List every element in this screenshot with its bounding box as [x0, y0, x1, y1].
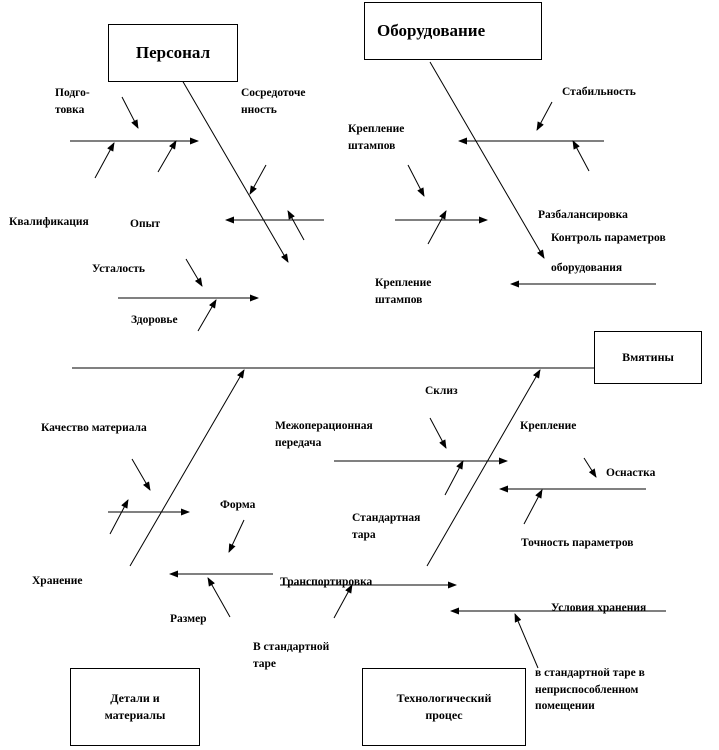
- stability-label: Стабильность: [562, 86, 636, 98]
- training-label: Подго- товка: [55, 87, 90, 116]
- unsuitable-room-arrow: [515, 614, 538, 668]
- stability-arrow: [537, 102, 552, 130]
- health-label: Здоровье: [131, 314, 178, 326]
- die-mounting-arrow-2: [428, 211, 446, 244]
- transport-label: Транспортировка: [280, 576, 373, 588]
- size-label: Размер: [170, 613, 207, 625]
- in-standard-container-label: В стандартной таре: [253, 641, 330, 670]
- equipment-title: Оборудование: [377, 21, 486, 40]
- personnel-box: [108, 24, 238, 82]
- standard-container-arrow: [445, 461, 463, 495]
- concentration-label: Сосредоточе нность: [241, 87, 306, 116]
- unsuitable-room-label: в стандартной таре в неприспособленном помещении: [535, 667, 645, 713]
- fastening-label: Крепление: [520, 420, 577, 432]
- storage-label: Хранение: [32, 575, 83, 587]
- process-title: Технологический процес: [396, 691, 492, 722]
- param-accuracy-arrow: [524, 490, 542, 524]
- stability-arrow-2: [573, 141, 589, 171]
- die-mounting-label-2: Крепление штампов: [375, 277, 432, 306]
- material-quality-arrow-2: [110, 500, 128, 534]
- standard-container-label: Стандартная тара: [352, 512, 421, 541]
- die-mounting-arrow: [408, 165, 424, 196]
- equipment-bone: [430, 62, 544, 258]
- concentration-arrow: [250, 165, 266, 194]
- effect-title: Вмятины: [622, 350, 674, 365]
- experience-label: Опыт: [130, 218, 161, 230]
- storage-conditions-label: Условия хранения: [551, 602, 647, 614]
- equipment-word-label: оборудования: [551, 262, 623, 274]
- health-arrow: [198, 300, 216, 331]
- process-box: [362, 668, 526, 746]
- interoperation-label: Межоперационная передача: [275, 420, 373, 449]
- imbalance-label: Разбалансировка: [538, 209, 628, 221]
- shape-arrow: [229, 520, 244, 552]
- training-arrow: [122, 97, 138, 128]
- slip-label: Склиз: [425, 385, 458, 397]
- effect-box: [594, 331, 702, 384]
- material-quality-arrow: [132, 459, 150, 490]
- shape-label: Форма: [220, 499, 256, 511]
- qualification-arrow: [95, 143, 114, 178]
- qualification-label: Квалификация: [9, 216, 89, 228]
- fatigue-arrow: [186, 259, 202, 286]
- param-control-label: Контроль параметров: [551, 232, 666, 244]
- tooling-arrow: [584, 458, 596, 477]
- materials-box: [70, 668, 200, 746]
- material-quality-label: Качество материала: [41, 422, 147, 434]
- param-accuracy-label: Точность параметров: [521, 537, 634, 549]
- slip-arrow: [430, 418, 446, 448]
- tooling-label: Оснастка: [606, 467, 656, 479]
- die-mounting-label-1: Крепление штампов: [348, 123, 405, 152]
- experience-arrow: [288, 211, 304, 240]
- materials-title: Детали и материалы: [104, 691, 166, 722]
- size-arrow: [208, 578, 230, 617]
- qualification-arrow-2: [158, 141, 176, 172]
- materials-bone: [130, 370, 244, 566]
- fatigue-label: Усталость: [92, 263, 145, 275]
- personnel-title: Персонал: [135, 43, 211, 62]
- equipment-box: [364, 2, 542, 60]
